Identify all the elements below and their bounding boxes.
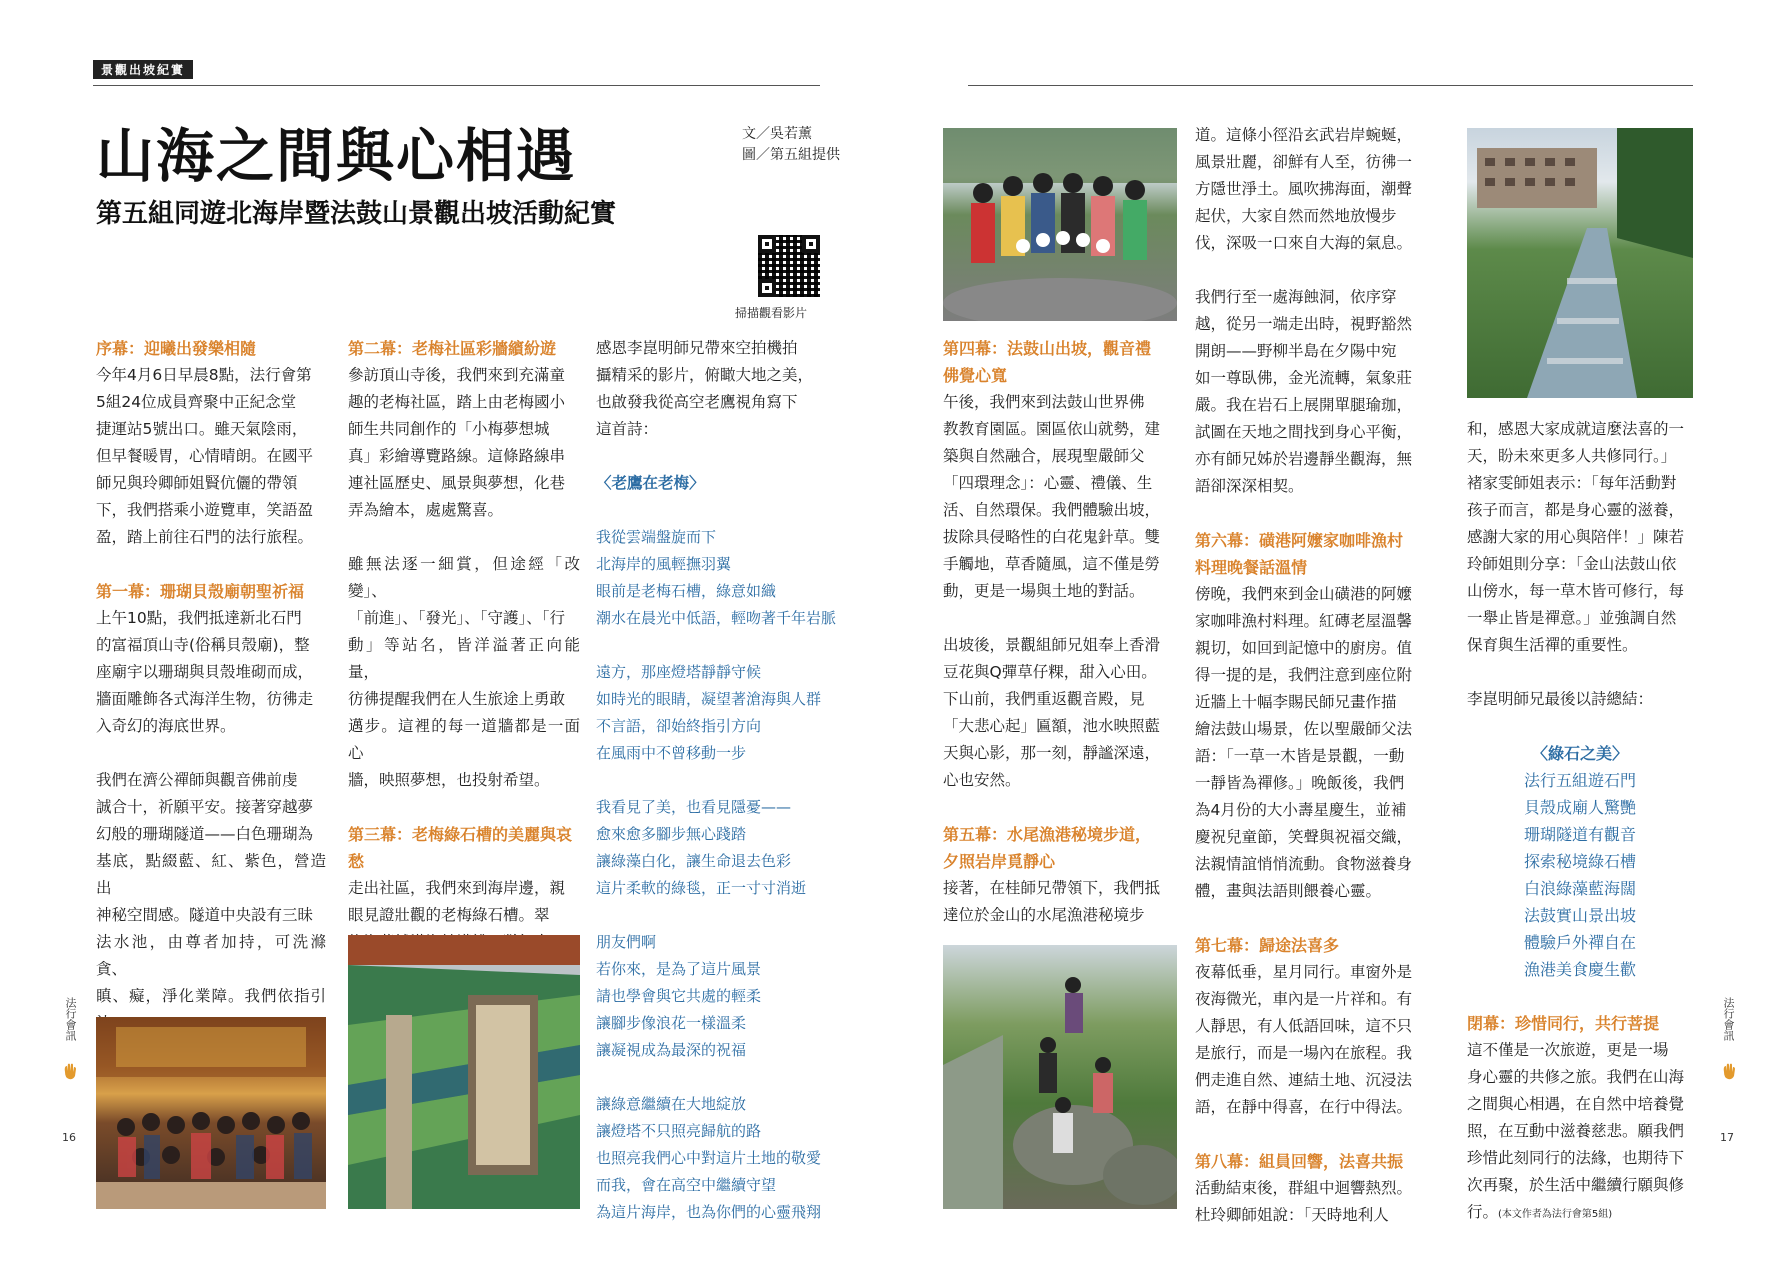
paragraph-act8-cont: 和，感恩大家成就這麼法喜的一 天，盼未來更多人共修同行。」 褚家雯師姐表示：「每年活動對 孩子而言，都是身心靈的滋養， 感謝大家的用心與陪伴！」陳若 玲師姐則分享：「金山法鼓山依 山傍水，每一草木皆可修行，每 一舉止皆是禪意。」並強調自然 保育與生活禪的重要性。 xyxy=(1467,420,1685,654)
author-note: (本文作者為法行會第5組) xyxy=(1498,1209,1613,1220)
photo-temple-group xyxy=(96,1017,326,1209)
page-number-left: 16 xyxy=(62,1131,76,1144)
heading-act8: 第八幕：組員回響，法喜共振 xyxy=(1195,1152,1404,1171)
hand-logo-icon xyxy=(63,1062,77,1080)
credits xyxy=(742,124,840,166)
paragraph-act1-b: 我們在濟公禪師與觀音佛前虔 誠合十，祈願平安。接著穿越夢 幻般的珊瑚隧道——白色珊瑚為 基底，點綴藍、紅、紫色，營造出 神秘空間感。隧道中央設有三昧 法水池，由尊者加持，可洗滌貪、 瞋、癡，淨化業障。我們依指引 xyxy=(96,771,326,1005)
article-title: 山海之間與心相遇 xyxy=(96,122,577,190)
paragraph-act5-cont: 道。這條小徑沿玄武岩岸蜿蜒， 風景壯麗，卻鮮有人至，彷彿一 方隱世淨土。風吹拂海面，潮聲 起伏，大家自然而然地放慢步 伐，深吸一口來自大海的氣息。 xyxy=(1195,126,1413,252)
hand-logo-icon xyxy=(1722,1062,1736,1080)
paragraph-act5: 接著，在桂師兄帶領下，我們抵 達位於金山的水尾漁港秘境步 xyxy=(943,879,1161,924)
side-label-right: 法行會訊 xyxy=(1722,997,1735,1041)
paragraph-poem2-intro: 李崑明師兄最後以詩總結： xyxy=(1467,690,1654,708)
heading-act1: 第一幕：珊瑚貝殼廟朝聖祈福 xyxy=(96,582,305,601)
right-column-3 xyxy=(1467,416,1693,1228)
header-rule-left xyxy=(93,85,820,86)
paragraph-act3: 走出社區，我們來到海岸邊，親 眼見證壯觀的老梅綠石槽。翠 xyxy=(348,879,566,924)
paragraph-act7: 夜幕低垂，星月同行。車窗外是 夜海微光，車內是一片祥和。有 人靜思，有人低語回味，這不只 是旅行，而是一場內在旅程。我 們走進自然、連結土地、沉浸法 語，在靜中得喜，在行中得法。 xyxy=(1195,963,1413,1116)
left-column-2 xyxy=(348,335,580,1010)
paragraph-poem-intro: 感恩李崑明師兄帶來空拍機拍 攝精采的影片，俯瞰大地之美， 也啟發我從高空老鷹視角寫下 這首詩： xyxy=(596,339,814,438)
article-subtitle: 第五組同遊北海岸暨法鼓山景觀出坡活動紀實 xyxy=(96,199,617,229)
poem-stanza-2: 遠方，那座燈塔靜靜守候 如時光的眼睛，凝望著滄海與人群 不言語，卻始終指引方向 在風雨中不曾移動一步 xyxy=(596,663,822,762)
photo-circle-hands xyxy=(943,128,1177,321)
poem-stanza-4: 朋友們啊 若你來，是為了這片風景 請也學會與它共處的輕柔 讓腳步像浪花一樣溫柔 讓凝視成為最深的祝福 xyxy=(596,933,762,1059)
epilogue-text: 這不僅是一次旅遊，更是一場 身心靈的共修之旅。我們在山海 之間與心相遇，在自然中培養覺 照，在互動中滋養慈悲。願我們 珍惜此刻同行的法緣，也期待下 次再聚，於生活中繼續行願與修 行。 xyxy=(1467,1041,1685,1221)
poem-title-eagle: 〈老鷹在老梅〉 xyxy=(596,474,705,492)
qr-code[interactable] xyxy=(758,235,820,297)
section-tag: 景觀出坡紀實 xyxy=(93,60,193,79)
poem-title-green-stone: 〈綠石之美〉 xyxy=(1531,744,1628,763)
paragraph-act5-b: 我們行至一處海蝕洞，依序穿 越，從另一端走出時，視野豁然 開朗——野柳半島在夕陽中宛 如一尊臥佛，金光流轉，氣象莊 嚴。我在岩石上展開單腿瑜珈， 試圖在天地之間找到身心平衡， 亦有師兄姊於岩邊靜坐觀海，無 語卻深深相契。 xyxy=(1195,288,1413,495)
heading-act6: 第六幕：磺港阿嬤家咖啡漁村 料理晚餐話溫情 xyxy=(1195,531,1404,577)
photo-weeding xyxy=(943,945,1177,1209)
poem-stanza-5: 讓綠意繼續在大地綻放 讓燈塔不只照亮歸航的路 也照亮我們心中對這片土地的敬愛 而我，會在高空中繼續守望 為這片海岸，也為你們的心靈飛翔 xyxy=(596,1095,822,1221)
paragraph-epilogue xyxy=(1467,1037,1693,1228)
paragraph-act2: 參訪頂山寺後，我們來到充滿童 趣的老梅社區，踏上由老梅國小 師生共同創作的「小梅夢想城 真」彩繪導覽路線。這條路線串 連社區歷史、風景與夢想，化巷 弄為繪本，處處驚喜。 xyxy=(348,366,566,519)
header-rule-right xyxy=(968,85,1693,86)
right-column-1 xyxy=(943,335,1177,929)
photo-stream-campus xyxy=(1467,128,1693,398)
poem-stanza-3: 我看見了美，也看見隱憂—— 愈來愈多腳步無心踐踏 讓綠藻白化，讓生命退去色彩 這片柔軟的綠毯，正一寸寸消逝 xyxy=(596,798,807,897)
heading-act5: 第五幕：水尾漁港秘境步道， 夕照岩岸覓靜心 xyxy=(943,825,1152,871)
paragraph-act2-b: 雖無法逐一細賞，但途經「改變」、 「前進」、「發光」、「守護」、「行 動」等站名，皆洋溢著正向能量， 彷彿提醒我們在人生旅途上勇敢 邁步。這裡的每一道牆都是一面心 牆，映照夢想，也投射希望。 xyxy=(348,555,580,789)
heading-prologue: 序幕：迎曦出發樂相隨 xyxy=(96,339,257,358)
left-column-1 xyxy=(96,335,326,1118)
qr-caption: 掃描觀看影片 xyxy=(735,306,808,320)
photo-credit: 圖／第五組提供 xyxy=(742,147,840,163)
paragraph-act1: 上午10點，我們抵達新北石門 的富福頂山寺(俗稱貝殼廟)，整 座廟宇以珊瑚與貝殼堆砌而成， 牆面雕飾各式海洋生物，彷彿走 入奇幻的海底世界。 xyxy=(96,609,314,735)
heading-act2: 第二幕：老梅社區彩牆繽紛遊 xyxy=(348,339,557,358)
heading-act3: 第三幕：老梅綠石槽的美麗與哀愁 xyxy=(348,825,573,871)
author-credit: 文／吳若薰 xyxy=(742,126,812,142)
heading-act7: 第七幕：歸途法喜多 xyxy=(1195,936,1340,955)
heading-epilogue: 閉幕：珍惜同行，共行菩提 xyxy=(1467,1014,1660,1033)
paragraph-prologue: 今年4月6日早晨8點，法行會第 5組24位成員齊聚中正紀念堂 捷運站5號出口。雖天氣陰雨， 但早餐暖胃，心情晴朗。在國平 師兄與玲卿師姐賢伉儷的帶領 下，我們搭乘小遊覽車，笑語盈 盈，踏上前往石門的法行旅程。 xyxy=(96,366,314,546)
photo-laomei-sign xyxy=(348,935,580,1209)
poem-green-stone: 法行五組遊石門 貝殼成廟人驚艷 珊瑚隧道有觀音 探索秘境綠石槽 白浪綠藻藍海闊 法鼓實山景出坡 體驗戶外禪自在 漁港美食慶生歡 xyxy=(1523,771,1636,979)
heading-act4: 第四幕：法鼓山出坡，觀音禮 佛覺心寬 xyxy=(943,339,1152,385)
side-label-left: 法行會訊 xyxy=(64,997,77,1041)
poem-stanza-1: 我從雲端盤旋而下 北海岸的風輕撫羽翼 眼前是老梅石槽，綠意如織 潮水在晨光中低語，輕吻著千年岩脈 xyxy=(596,528,837,627)
paragraph-act6: 傍晚，我們來到金山磺港的阿嬤 家咖啡漁村料理。紅磚老屋溫馨 親切，如回到記憶中的廚房。值 得一提的是，我們注意到座位附 近牆上十幅李賜民師兄畫作描 繪法鼓山場景，佐以聖嚴師父法 語：「一草一木皆是景觀，一動 一靜皆為禪修。」晚飯後，我們 為4月份的大小壽星慶生，並補 慶祝兒童節，笑聲與祝福交織， 法親情誼悄悄流動。食物滋養身 體，畫與法語則餵養心靈。 xyxy=(1195,585,1413,900)
paragraph-act8: 活動結束後，群組中迴響熱烈。 杜玲卿師姐說：「天時地利人 xyxy=(1195,1179,1413,1224)
paragraph-act4: 午後，我們來到法鼓山世界佛 教教育園區。園區依山就勢，建 築與自然融合，展現聖嚴師父 「四環理念」：心靈、禮儀、生 活、自然環保。我們體驗出坡， 拔除具侵略性的白花鬼針草。雙 手觸地，草香隨風，這不僅是勞 動，更是一場與土地的對話。 xyxy=(943,393,1161,600)
left-column-3 xyxy=(596,335,836,1226)
right-column-2 xyxy=(1195,122,1449,1229)
paragraph-act4-b: 出坡後，景觀組師兄姐奉上香滑 豆花與Q彈草仔粿，甜入心田。 下山前，我們重返觀音殿，見 「大悲心起」匾額，池水映照藍 天與心影，那一刻，靜謐深遠， 心也安然。 xyxy=(943,636,1161,789)
page-number-right: 17 xyxy=(1720,1131,1734,1144)
